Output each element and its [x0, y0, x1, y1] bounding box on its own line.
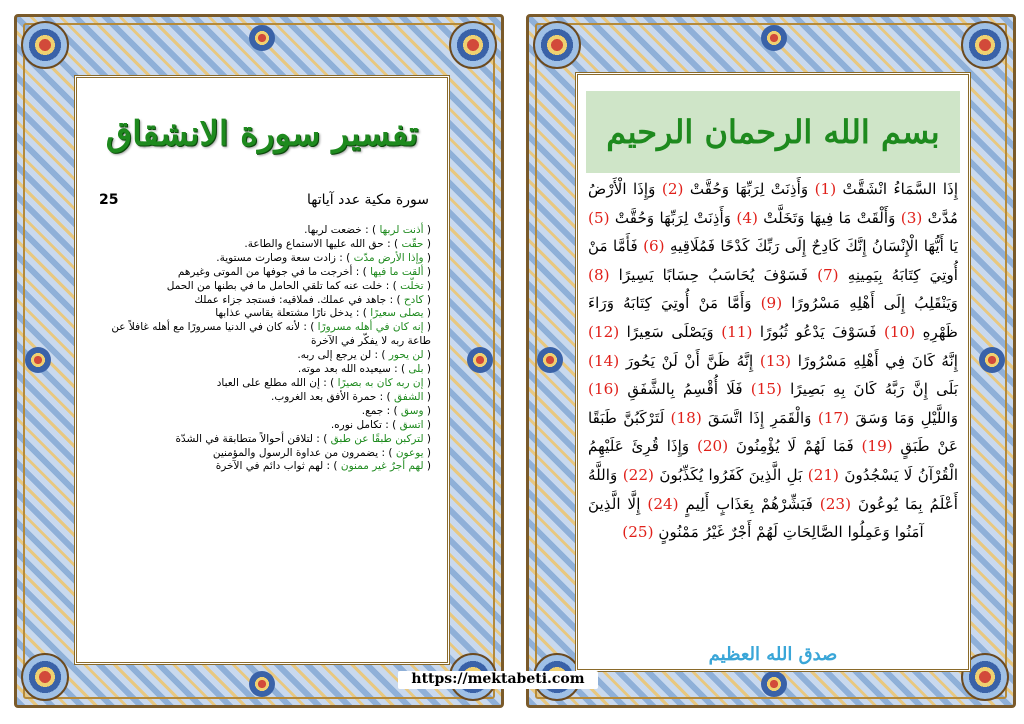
tafsir-entry: ( ألقت ما فيها ) : أخرجت ما في جوفها من الموتى وغيرهم	[177, 265, 431, 278]
verse-text: إِنَّهُ كَانَ فِي أَهْلِهِ مَسْرُورًا	[797, 351, 958, 370]
ornament-medallion-icon	[761, 25, 787, 51]
verse-text: فَسَوْفَ يُحَاسَبُ حِسَابًا يَسِيرًا	[618, 265, 808, 284]
verse-number: (19)	[861, 437, 893, 456]
verse-number: (12)	[588, 322, 620, 341]
tafsir-meaning: : لأنه كان في الدنيا مسرورًا مع أهله غافلاً عن طاعة ربه لا يفكّر في الآخرة	[111, 321, 431, 348]
tafsir-word: ألقت ما فيها	[370, 265, 424, 278]
verse-number: (13)	[759, 351, 792, 370]
verse-text: وَالْقَمَرِ إِذَا اتَّسَقَ	[708, 408, 812, 427]
verse-text: إِلَّا الَّذِينَ آمَنُوا وَعَمِلُوا الصَّالِحَاتِ لَهُمْ أَجْرٌ غَيْرُ مَمْنُونٍ	[588, 494, 924, 542]
tafsir-word: الشفق	[394, 390, 424, 403]
verse-number: (4)	[736, 208, 758, 227]
ornament-medallion-icon	[761, 671, 787, 697]
verse-text: وَأَمَّا مَنْ أُوتِيَ كِتَابَهُ وَرَاءَ ظَهْرِهِ	[588, 294, 959, 341]
verse-number: (14)	[588, 351, 620, 370]
verse-text: فَأَمَّا مَنْ أُوتِيَ كِتَابَهُ بِيَمِينِهِ	[588, 237, 959, 284]
verse-number: (20)	[696, 437, 729, 456]
tafsir-list	[93, 224, 431, 474]
ornament-corner-icon	[21, 653, 69, 701]
verse-number: (24)	[647, 494, 679, 513]
tafsir-meaning: : إن الله مطلع على العباد	[216, 376, 327, 389]
verse-number: (8)	[588, 265, 610, 284]
verse-text: وَأَذِنَتْ لِرَبِّهَا وَحُقَّتْ	[689, 180, 809, 198]
verse-number: (9)	[760, 294, 783, 313]
verse-number: (21)	[807, 465, 839, 484]
left-page-frame	[14, 14, 504, 708]
tafsir-meaning: : خلت عنه كما تلقي الحامل ما في بطنها من الحمل	[166, 279, 390, 292]
ornament-medallion-icon	[467, 347, 493, 373]
verse-number: (11)	[721, 322, 753, 341]
tafsir-entry: ( حقّت ) : حق الله عليها الاستماع والطاعة.	[244, 237, 431, 250]
tafsir-entry: ( وسق ) : جمع.	[361, 404, 431, 417]
closing-phrase: صدق الله العظيم	[708, 644, 838, 665]
verse-text: فَمَا لَهُمْ لَا يُؤْمِنُونَ	[735, 437, 854, 456]
verse-text: بَلِ الَّذِينَ كَفَرُوا يُكَذِّبُونَ	[659, 465, 803, 484]
tafsir-entry: ( الشفق ) : حمرة الأفق بعد الغروب.	[271, 390, 431, 403]
verse-text: إِذَا السَّمَاءُ انْشَقَّتْ	[842, 180, 959, 198]
tafsir-word: يوعون	[395, 446, 424, 459]
verse-text: وَيَنْقَلِبُ إِلَى أَهْلِهِ مَسْرُورًا	[791, 294, 959, 313]
tafsir-meaning: : تكامل نوره.	[330, 418, 389, 431]
tafsir-meaning: : حمرة الأفق بعد الغروب.	[271, 390, 384, 403]
tafsir-meaning: : زادت سعة وصارت مستوية.	[216, 251, 343, 264]
tafsir-meaning: : سيعيده الله بعد موته.	[297, 363, 398, 376]
tafsir-word: اتسق	[399, 418, 424, 431]
tafsir-meaning: : جمع.	[361, 404, 391, 417]
verses-text	[588, 175, 958, 547]
tafsir-entry: ( بلى ) : سيعيده الله بعد موته.	[297, 363, 431, 376]
quran-page	[575, 72, 971, 672]
tafsir-entry: ( اتسق ) : تكامل نوره.	[330, 418, 431, 431]
tafsir-meaning: : خضعت لربها.	[304, 224, 369, 236]
tafsir-word: بلى	[408, 363, 424, 376]
tafsir-word: لن يحور	[388, 349, 424, 362]
tafsir-entry: ( يصلى سعيرًا ) : يدخل نارًا مشتعلة يقاسي عذابها	[215, 307, 431, 320]
tafsir-word: إن ربه كان به بصيرًا	[337, 376, 424, 389]
tafsir-entry: ( إن ربه كان به بصيرًا ) : إن الله مطلع على العباد	[216, 376, 431, 389]
verse-number: (18)	[670, 408, 702, 427]
verse-number: (17)	[817, 408, 850, 427]
tafsir-word: وسق	[400, 404, 424, 417]
verse-number: (23)	[819, 494, 851, 513]
verse-text: يَا أَيُّهَا الْإِنْسَانُ إِنَّكَ كَادِحٌ إِلَى رَبِّكَ كَدْحًا فَمُلَاقِيهِ	[669, 237, 958, 256]
right-page-frame	[526, 14, 1016, 708]
tafsir-meaning: : أخرجت ما في جوفها من الموتى وغيرهم	[177, 265, 360, 278]
page-title: تفسير سورة الانشقاق	[105, 114, 419, 154]
verse-text: وَيَصْلَى سَعِيرًا	[626, 322, 714, 341]
verse-number: (1)	[814, 180, 837, 198]
surah-info	[99, 192, 429, 208]
verse-count: 25	[99, 192, 119, 208]
basmala: بسم الله الرحمان الرحيم	[606, 113, 940, 151]
verse-text: وَإِذَا الْأَرْضُ مُدَّتْ	[588, 180, 959, 227]
tafsir-meaning: : جاهد في عملك. فملاقيه: فستجد جزاء عملك	[194, 293, 394, 306]
verse-text: فَلَا أُقْسِمُ بِالشَّفَقِ	[627, 380, 743, 399]
tafsir-word: وإذا الأرض مدّت	[353, 251, 424, 264]
tafsir-word: كادح	[403, 293, 424, 306]
verse-text: فَسَوْفَ يَدْعُو ثُبُورًا	[759, 322, 877, 341]
ornament-corner-icon	[961, 21, 1009, 69]
tafsir-word: لهم أجرٌ غير ممنون	[340, 460, 424, 473]
verse-text: بَلَى إِنَّ رَبَّهُ كَانَ بِهِ بَصِيرًا	[790, 380, 959, 399]
ornament-medallion-icon	[25, 347, 51, 373]
tafsir-entry: ( لتركبن طبقًا عن طبق ) : لتلاقن أحوالاً متطابقة في الشدّة	[175, 432, 431, 445]
tafsir-entry: ( لهم أجرٌ غير ممنون ) : لهم ثواب دائم في الآخرة	[215, 460, 431, 473]
tafsir-word: تخلّت	[400, 279, 424, 292]
ornament-corner-icon	[21, 21, 69, 69]
verse-text: فَبَشِّرْهُمْ بِعَذَابٍ أَلِيمٍ	[685, 494, 813, 513]
verse-text: وَأَلْقَتْ مَا فِيهَا وَتَخَلَّتْ	[763, 208, 896, 227]
tafsir-word: حقّت	[401, 237, 424, 250]
tafsir-meaning: : يضمرون من عداوة الرسول والمؤمنين	[212, 446, 386, 459]
verse-text: وَأَذِنَتْ لِرَبِّهَا وَحُقَّتْ	[614, 208, 732, 227]
tafsir-meaning: : حق الله عليها الاستماع والطاعة.	[244, 237, 391, 250]
ornament-corner-icon	[533, 21, 581, 69]
tafsir-entry: ( يوعون ) : يضمرون من عداوة الرسول والمؤمنين	[212, 446, 431, 459]
tafsir-entry: ( أذنت لربها ) : خضعت لربها.	[304, 224, 431, 236]
tafsir-meaning: : يدخل نارًا مشتعلة يقاسي عذابها	[215, 307, 360, 320]
verse-number: (6)	[643, 237, 665, 256]
verse-number: (15)	[750, 380, 782, 399]
verse-number: (10)	[883, 322, 916, 341]
tafsir-entry: ( لن يحور ) : لن يرجع إلى ربه.	[297, 349, 431, 362]
verse-number: (16)	[588, 380, 620, 399]
verse-text: وَاللَّيْلِ وَمَا وَسَقَ	[855, 408, 959, 427]
ornament-corner-icon	[449, 21, 497, 69]
tafsir-word: يصلى سعيرًا	[370, 307, 424, 320]
verse-number: (22)	[622, 465, 654, 484]
basmala-banner	[586, 91, 960, 173]
tafsir-word: لتركبن طبقًا عن طبق	[330, 432, 424, 445]
verse-number: (5)	[588, 208, 610, 227]
tafsir-word: أذنت لربها	[379, 224, 424, 236]
tafsir-meaning: : لن يرجع إلى ربه.	[297, 349, 379, 362]
ornament-medallion-icon	[537, 347, 563, 373]
tafsir-page	[74, 75, 450, 665]
ornament-medallion-icon	[979, 347, 1005, 373]
tafsir-entry: ( إنه كان في أهله مسرورًا ) : لأنه كان في الدنيا مسرورًا مع أهله غافلاً عن طاعة ربه لا يفكّر في الآخرة	[111, 321, 431, 348]
tafsir-meaning: : لهم ثواب دائم في الآخرة	[215, 460, 331, 473]
tafsir-word: إنه كان في أهله مسرورًا	[317, 321, 424, 334]
verse-text: وَإِذَا قُرِئَ عَلَيْهِمُ الْقُرْآنُ لَا يَسْجُدُونَ	[588, 437, 959, 484]
verse-text: وَاللَّهُ أَعْلَمُ بِمَا يُوعُونَ	[588, 465, 958, 513]
verse-text: لَتَرْكَبُنَّ طَبَقًا عَنْ طَبَقٍ	[588, 408, 959, 456]
verse-number: (25)	[622, 523, 654, 542]
ornament-medallion-icon	[249, 25, 275, 51]
tafsir-meaning: : لتلاقن أحوالاً متطابقة في الشدّة	[175, 432, 320, 445]
verse-number: (2)	[661, 180, 684, 198]
ornament-medallion-icon	[249, 671, 275, 697]
tafsir-entry: ( تخلّت ) : خلت عنه كما تلقي الحامل ما في بطنها من الحمل	[166, 279, 431, 292]
verse-number: (3)	[900, 208, 923, 227]
verse-number: (7)	[817, 265, 839, 284]
verse-text: إِنَّهُ ظَنَّ أَنْ لَنْ يَحُورَ	[625, 351, 754, 370]
website-url[interactable]: https://mektabeti.com	[398, 671, 598, 689]
surah-info-text: سورة مكية عدد آياتها	[307, 192, 429, 208]
tafsir-entry: ( كادح ) : جاهد في عملك. فملاقيه: فستجد جزاء عملك	[194, 293, 431, 306]
tafsir-entry: ( وإذا الأرض مدّت ) : زادت سعة وصارت مستوية.	[216, 251, 431, 264]
